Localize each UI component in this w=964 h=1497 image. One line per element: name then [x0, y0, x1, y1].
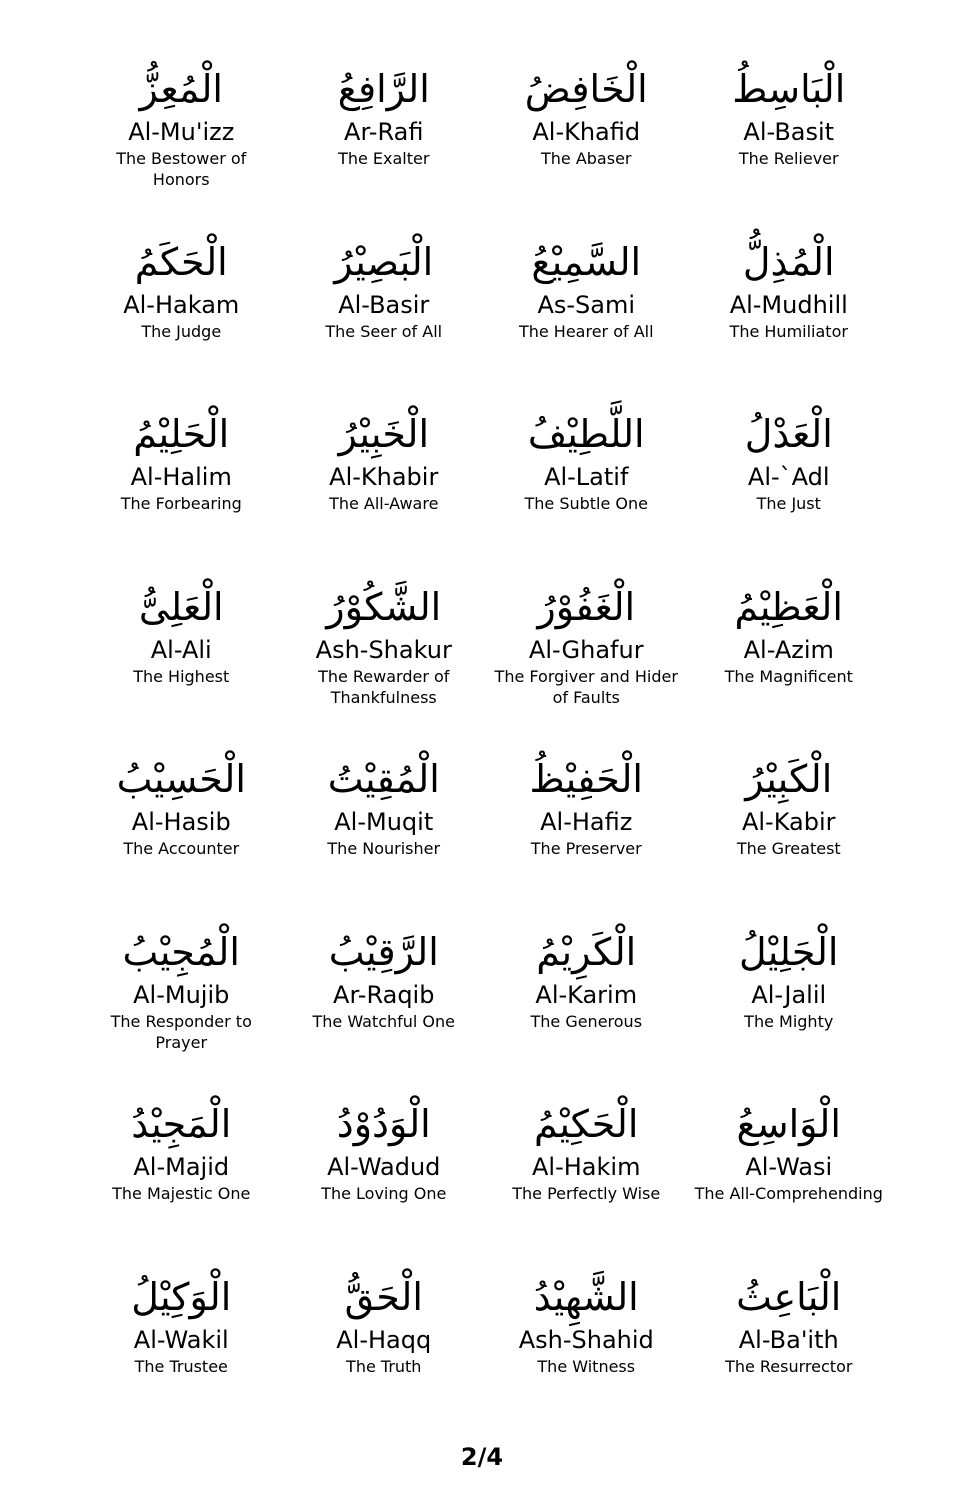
arabic-name: الْحَقُّ — [344, 1274, 423, 1319]
name-card — [688, 740, 891, 913]
name-card — [283, 223, 486, 396]
transliteration: Al-Khabir — [329, 463, 439, 491]
transliteration: Al-Khafid — [532, 118, 641, 146]
name-card — [283, 50, 486, 223]
arabic-name: الْغَفُوْرُ — [537, 584, 636, 629]
page-number: 2/4 — [460, 1443, 504, 1471]
name-card — [80, 740, 283, 913]
arabic-name: الشَّكُوْرُ — [326, 584, 442, 629]
arabic-name: الْبَاسِطُ — [732, 67, 846, 111]
name-card — [80, 50, 283, 223]
arabic-name: الرَّقِيْبُ — [328, 929, 439, 974]
transliteration: As-Sami — [537, 290, 636, 319]
meaning: The Responder to Prayer — [110, 1011, 252, 1052]
transliteration: Al-Halim — [130, 463, 232, 491]
arabic-name: الْمُجِيْبُ — [122, 929, 240, 974]
meaning: The Resurrector — [725, 1356, 853, 1376]
name-card — [80, 395, 283, 568]
transliteration: Al-Mu'izz — [128, 118, 235, 146]
arabic-name: الْحَفِيْظُ — [529, 757, 643, 801]
meaning: The Loving One — [321, 1184, 447, 1203]
transliteration: Al-Ghafur — [528, 635, 644, 664]
meaning: The Bestower of Honors — [116, 149, 247, 189]
transliteration: Ash-Shakur — [315, 635, 452, 664]
meaning: The Majestic One — [112, 1184, 251, 1203]
name-card — [688, 1258, 891, 1431]
arabic-name: الرَّافِعُ — [337, 67, 430, 111]
arabic-name: الْحَسِيْبُ — [116, 757, 246, 801]
arabic-name: الْمُذِلُّ — [742, 239, 835, 284]
transliteration: Al-Majid — [133, 1153, 230, 1181]
transliteration: Al-Haqq — [336, 1325, 432, 1354]
arabic-name: الْعَلِىُّ — [138, 584, 224, 629]
name-card — [283, 740, 486, 913]
transliteration: Al-Wadud — [327, 1153, 441, 1181]
arabic-name: الْعَدْلُ — [744, 412, 833, 456]
arabic-name: الْخَافِضُ — [524, 67, 648, 111]
name-card — [80, 913, 283, 1086]
meaning: The Magnificent — [724, 666, 853, 686]
name-card — [688, 913, 891, 1086]
transliteration: Al-Latif — [544, 463, 629, 491]
meaning: The Exalter — [338, 149, 430, 168]
transliteration: Al-Hakim — [532, 1153, 641, 1181]
transliteration: Al-Karim — [535, 980, 638, 1009]
meaning: The Seer of All — [325, 321, 443, 341]
transliteration: Al-Wakil — [133, 1325, 229, 1354]
arabic-name: الْوَكِيْلُ — [131, 1274, 232, 1319]
arabic-name: الْوَاسِعُ — [736, 1102, 841, 1146]
meaning: The Preserver — [530, 839, 642, 858]
meaning: The Mighty — [744, 1011, 834, 1031]
meaning: The Just — [756, 494, 821, 513]
name-card — [485, 740, 688, 913]
arabic-name: الشَّهِيْدُ — [533, 1274, 639, 1319]
name-card — [283, 395, 486, 568]
arabic-name: الْمُقِيْتُ — [327, 757, 440, 801]
arabic-name: الْكَرِيْمُ — [536, 929, 637, 974]
transliteration: Al-`Adl — [747, 463, 830, 491]
name-card — [485, 223, 688, 396]
transliteration: Al-Hasib — [131, 808, 231, 836]
meaning: The Forbearing — [120, 494, 242, 513]
transliteration: Al-Mujib — [133, 980, 230, 1009]
meaning: The Generous — [530, 1011, 643, 1031]
arabic-name: الْخَبِيْرُ — [338, 412, 430, 456]
name-card — [485, 913, 688, 1086]
name-card — [688, 1085, 891, 1258]
meaning: The Perfectly Wise — [512, 1184, 661, 1203]
meaning: The Highest — [133, 666, 230, 686]
name-card — [283, 913, 486, 1086]
name-card — [485, 395, 688, 568]
arabic-name: الْحَكِيْمُ — [534, 1102, 639, 1146]
meaning: The Accounter — [123, 839, 240, 858]
meaning: The Subtle One — [524, 494, 649, 513]
meaning: The Greatest — [736, 839, 841, 858]
arabic-name: الْكَبِيْرُ — [745, 757, 833, 801]
meaning: The All-Comprehending — [694, 1184, 883, 1203]
name-card — [283, 568, 486, 741]
transliteration: Al-Wasi — [745, 1153, 833, 1181]
meaning: The Rewarder of Thankfulness — [318, 666, 450, 707]
arabic-name: الْوَدُوْدُ — [336, 1102, 431, 1146]
transliteration: Al-Jalil — [751, 980, 827, 1009]
name-card — [80, 568, 283, 741]
name-card — [485, 1258, 688, 1431]
meaning: The Hearer of All — [518, 321, 654, 341]
meaning: The Witness — [537, 1356, 636, 1376]
name-card — [485, 50, 688, 223]
meaning: The Truth — [346, 1356, 422, 1376]
transliteration: Ash-Shahid — [518, 1325, 654, 1354]
transliteration: Al-Hafiz — [540, 808, 633, 836]
name-card — [283, 1085, 486, 1258]
arabic-name: اللَّطِيْفُ — [527, 412, 645, 456]
arabic-name: الْبَصِيْرُ — [334, 239, 434, 284]
arabic-name: السَّمِيْعُ — [531, 239, 642, 284]
meaning: The Humiliator — [729, 321, 848, 341]
transliteration: Al-Muqit — [334, 808, 434, 836]
name-card — [688, 223, 891, 396]
arabic-name: الْمَجِيْدُ — [131, 1102, 232, 1146]
transliteration: Ar-Rafi — [344, 118, 424, 146]
arabic-name: الْمُعِزُّ — [139, 67, 223, 111]
meaning: The All-Aware — [329, 494, 439, 513]
arabic-name: الْبَاعِثُ — [736, 1274, 842, 1319]
transliteration: Al-Hakam — [123, 290, 240, 319]
name-card — [80, 223, 283, 396]
arabic-name: الْجَلِيْلُ — [739, 929, 839, 974]
transliteration: Ar-Raqib — [333, 980, 435, 1009]
meaning: The Abaser — [540, 149, 632, 168]
name-card — [485, 1085, 688, 1258]
arabic-name: الْحَلِيْمُ — [133, 412, 230, 456]
meaning: The Judge — [141, 321, 222, 341]
name-card — [688, 395, 891, 568]
meaning: The Forgiver and Hider of Faults — [494, 666, 678, 707]
meaning: The Watchful One — [312, 1011, 456, 1031]
name-card — [485, 568, 688, 741]
transliteration: Al-Azim — [743, 635, 834, 664]
meaning: The Nourisher — [327, 839, 441, 858]
arabic-name: الْعَظِيْمُ — [734, 584, 843, 629]
transliteration: Al-Ali — [150, 635, 212, 664]
transliteration: Al-Ba'ith — [738, 1325, 839, 1354]
arabic-name: الْحَكَمُ — [134, 239, 228, 284]
transliteration: Al-Mudhill — [729, 290, 848, 319]
name-card — [688, 568, 891, 741]
name-card — [283, 1258, 486, 1431]
meaning: The Reliever — [738, 149, 839, 168]
transliteration: Al-Basir — [338, 290, 430, 319]
names-grid — [80, 50, 890, 1430]
name-card — [80, 1258, 283, 1431]
name-card — [80, 1085, 283, 1258]
name-card — [688, 50, 891, 223]
transliteration: Al-Kabir — [741, 808, 836, 836]
meaning: The Trustee — [134, 1356, 228, 1376]
transliteration: Al-Basit — [743, 118, 835, 146]
